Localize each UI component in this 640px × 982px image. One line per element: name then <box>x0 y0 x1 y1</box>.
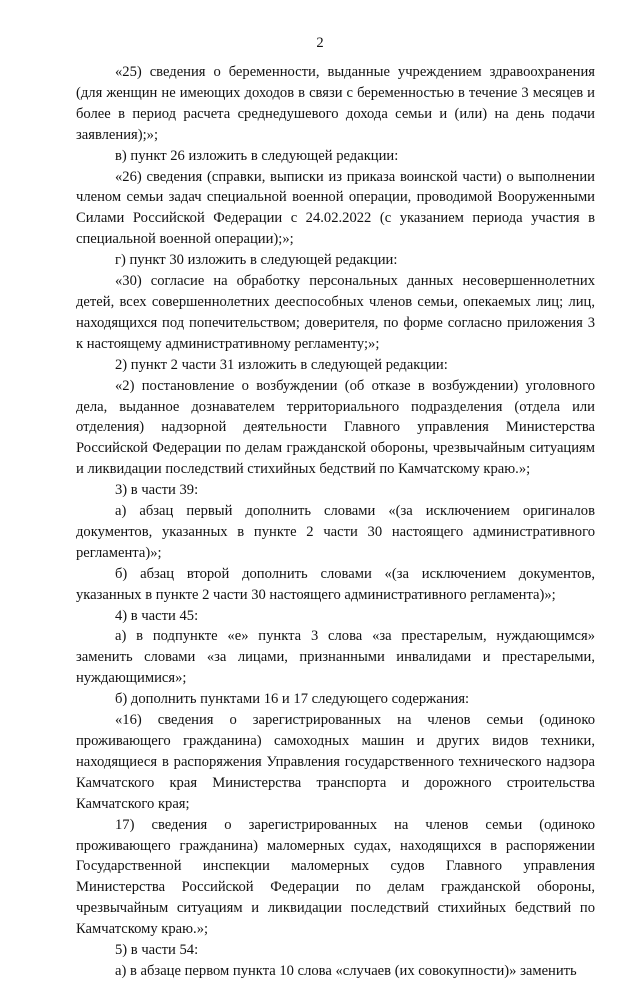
paragraph: б) дополнить пунктами 16 и 17 следующего содержания: <box>115 691 470 708</box>
paragraph: 4) в части 45: <box>115 607 199 624</box>
paragraph: 3) в части 39: <box>115 482 199 499</box>
paragraph: 17) сведения о зарегистрированных на членов семьи (одиноко проживающего гражданина) маломерных судах, находящихся в распоряжении Государственной инспекции маломерных судов Главного управления Министерства Российской Федерации по делам гражданской обороны, чрезвычайным ситуациям и ликвидации последствий стихийных бедствий по Камчатскому краю.»; <box>76 816 595 938</box>
paragraph: а) в подпункте «е» пункта 3 слова «за престарелым, нуждающимся» заменить словами «за лицами, признанными инвалидами и престарелыми, нуждающимися»; <box>76 628 595 687</box>
page-number: 2 <box>316 35 324 51</box>
paragraph: «30) согласие на обработку персональных данных несовершеннолетних детей, всех совершеннолетних дееспособных членов семьи, опекаемых лиц; лиц, находящихся под попечительством; доверителя, по форме согласно приложения 3 к настоящему административному регламенту;»; <box>76 273 595 352</box>
paragraph: а) в абзаце первом пункта 10 слова «случаев (их совокупности)» заменить <box>115 962 577 979</box>
paragraph: 5) в части 54: <box>115 942 199 959</box>
paragraph: «26) сведения (справки, выписки из приказа воинской части) о выполнении членом семьи задач специальной военной операции, проводимой Вооруженными Силами Российской Федерации с 24.02.2022 (с указанием периода участия в специальной военной операции);»; <box>76 168 595 248</box>
paragraph: б) абзац второй дополнить словами «(за исключением документов, указанных в пункте 2 части 30 настоящего административного регламента)»; <box>76 565 595 603</box>
paragraph: а) абзац первый дополнить словами «(за исключением оригиналов документов, указанных в пункте 2 части 30 настоящего административного регламента)»; <box>76 503 595 561</box>
paragraph: 2) пункт 2 части 31 изложить в следующей редакции: <box>115 356 448 373</box>
paragraph: «25) сведения о беременности, выданные учреждением здравоохранения (для женщин не имеющих доходов в связи с беременностью в течение 3 месяцев и более в период расчета среднедушевого дохода семьи и (или) на день подачи заявления);»; <box>76 64 595 143</box>
paragraph: «16) сведения о зарегистрированных на членов семьи (одиноко проживающего гражданина) самоходных машин и других видов техники, находящиеся в распоряжения Управления государственного технического надзора Камчатского края Министерства транспорта и дорожного строительства Камчатского края; <box>76 712 595 812</box>
document-body <box>76 62 595 982</box>
paragraph: в) пункт 26 изложить в следующей редакции: <box>115 147 399 164</box>
paragraph: г) пункт 30 изложить в следующей редакции: <box>115 252 398 269</box>
paragraph: «2) постановление о возбуждении (об отказе в возбуждении) уголовного дела, выданное дознавателем территориального подразделения (отдела или отделения) надзорной деятельности Главного управления Министерства Российской Федерации по делам гражданской обороны, чрезвычайным ситуациям и ликвидации последствий стихийных бедствий по Камчатскому краю.»; <box>76 377 595 478</box>
